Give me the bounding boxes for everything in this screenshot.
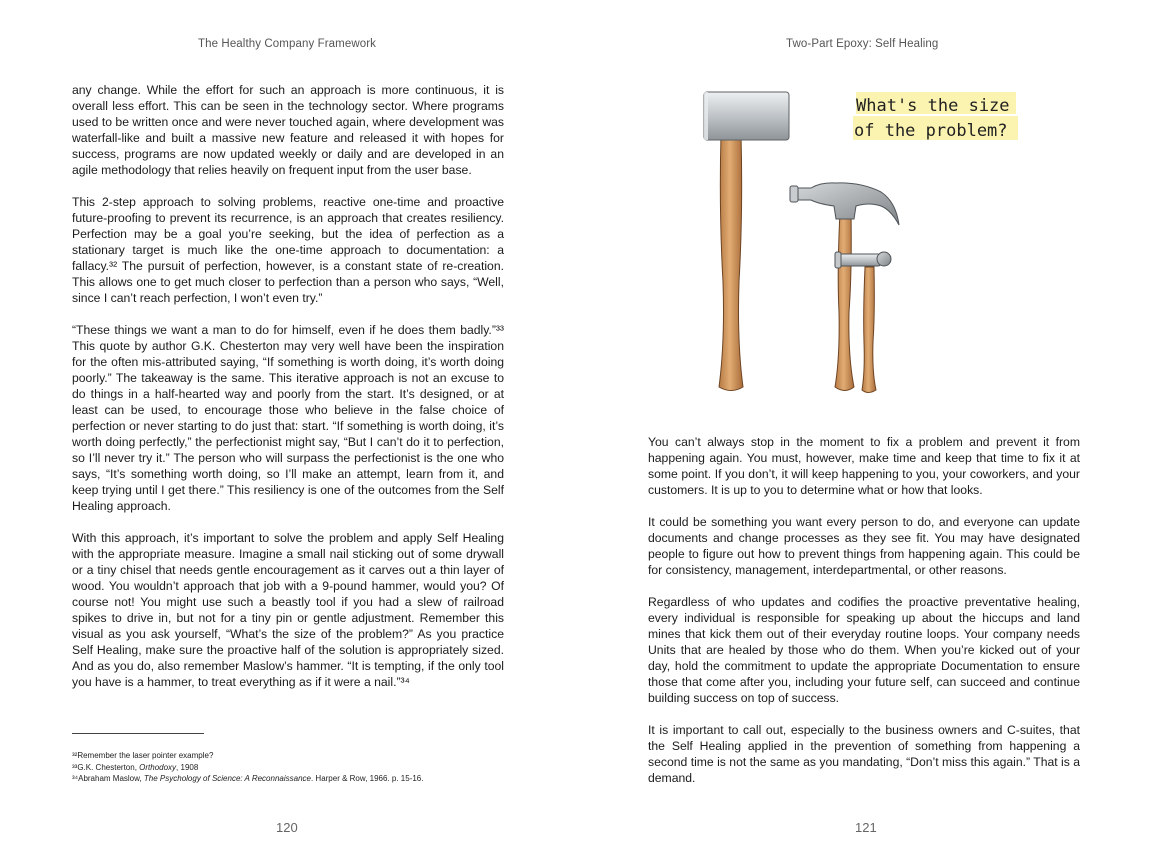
sledge-hammer-icon [704,92,789,391]
body-paragraph: It could be something you want every person to do, and everyone can update documents and change processes as they see fit. You may have designated people to figure out how to prevent things from happening again. This could be for consistency, management, interdepartmental, or other reasons. [648,515,1080,577]
right-page-body [648,434,1080,802]
page-number-right: 121 [855,820,877,835]
right-page [576,0,1152,864]
body-paragraph: You can’t always stop in the moment to fix a problem and prevent it from happening again. You must, however, make time and keep that time to fix it at some point. If you don’t, it will keep happening to you, your coworkers, and your customers. It is up to you to determine what or how that looks. [648,435,1080,497]
running-head-right: Two-Part Epoxy: Self Healing [786,38,939,50]
caption-line-1: What's the size [856,96,1010,116]
left-page-body [72,82,504,706]
problem-size-caption [853,92,1018,141]
running-head-left: The Healthy Company Framework [198,38,377,50]
body-paragraph: With this approach, it’s important to solve the problem and apply Self Healing with the appropriate measure. Imagine a small nail sticking out of some drywall or a tiny chisel that needs gentle encouragement as it carves out a thin layer of wood. You wouldn’t approach that job with a 9-pound hammer, would you? Of course not! You might use such a beastly tool if you had a slew of railroad spikes to drive in, but not for a tiny pin or gentle adjustment. Remember this visual as you ask yourself, “What’s the size of the problem?” As you practice Self Healing, make sure the proactive half of the solution is appropriately sized. And as you do, also remember Maslow’s hammer. “It is tempting, if the only tool you have is a hammer, to treat everything as if it were a nail.”³⁴ [72,531,504,689]
body-paragraph: It is important to call out, especially to the business owners and C-suites, that the Self Healing applied in the prevention of something from happening a second time is not the same as you mandating, “Don’t miss this again.” That is a demand. [648,723,1080,785]
footnote-33: ³³G.K. Chesterton, Orthodoxy, 1908 [72,762,199,772]
caption-line-2: of the problem? [854,121,1008,141]
body-paragraph: any change. While the effort for such an approach is more continuous, it is overall less effort. This can be seen in the technology sector. Where programs used to be written once and were never touched again, where development was waterfall-like and built a massive new feature and released it with hopes for success, programs are now updated weekly or daily and are developed in an agile methodology that relies heavily on frequent input from the user base. [72,83,504,177]
body-paragraph: This 2-step approach to solving problems, reactive one-time and proactive future-proofing to prevent its recurrence, is an approach that creates resiliency. Perfection may be a goal you’re seeking, but the idea of perfection as a stationary target is much like the one-time approach to documentation: a fallacy.³² The pursuit of perfection, however, is a constant state of re-creation. This allows one to get much closer to perfection than a person who says, “Well, since I can’t reach perfection, I won’t even try.” [72,195,504,305]
body-paragraph: Regardless of who updates and codifies the proactive preventative healing, every individual is responsible for speaking up about the hiccups and land mines that kick them out of their everyday routine loops. Your company needs Units that are healed by those who do them. When you’re kicked out of your day, hold the commitment to update the appropriate Documentation to ensure those that come after you, including your future self, can succeed and continue building success on top of success. [648,595,1080,705]
footnote-34: ³⁴Abraham Maslow, The Psychology of Science: A Reconnaissance. Harper & Row, 1966. p. 15-16. [72,774,424,783]
body-paragraph: “These things we want a man to do for himself, even if he does them badly.”³³ This quote by author G.K. Chesterton may very well have been the inspiration for the often mis-attributed saying, “If something is worth doing, it’s worth doing poorly.” The takeaway is the same. This iterative approach is not an excuse to do things in a half-hearted way and poorly from the start. It’s designed, or at least can be used, to encourage those who believe in the false choice of perfection or never starting to do just that: start. “If something is worth doing, it’s worth doing perfectly,” the perfectionist might say, “But I can’t do it to perfection, so I’ll never try it.” The person who will surpass the perfectionist is the one who says, “It’s something worth doing, so I’ll make an attempt, learn from it, and keep trying until I get there.” This resiliency is one of the outcomes from the Self Healing approach. [72,323,504,513]
claw-hammer-icon [790,183,899,391]
hammers-illustration [691,82,1051,402]
footnote-32: ³²Remember the laser pointer example? [72,751,214,760]
footnotes [72,750,512,785]
page-number-left: 120 [276,820,298,835]
footnote-divider [72,733,204,734]
